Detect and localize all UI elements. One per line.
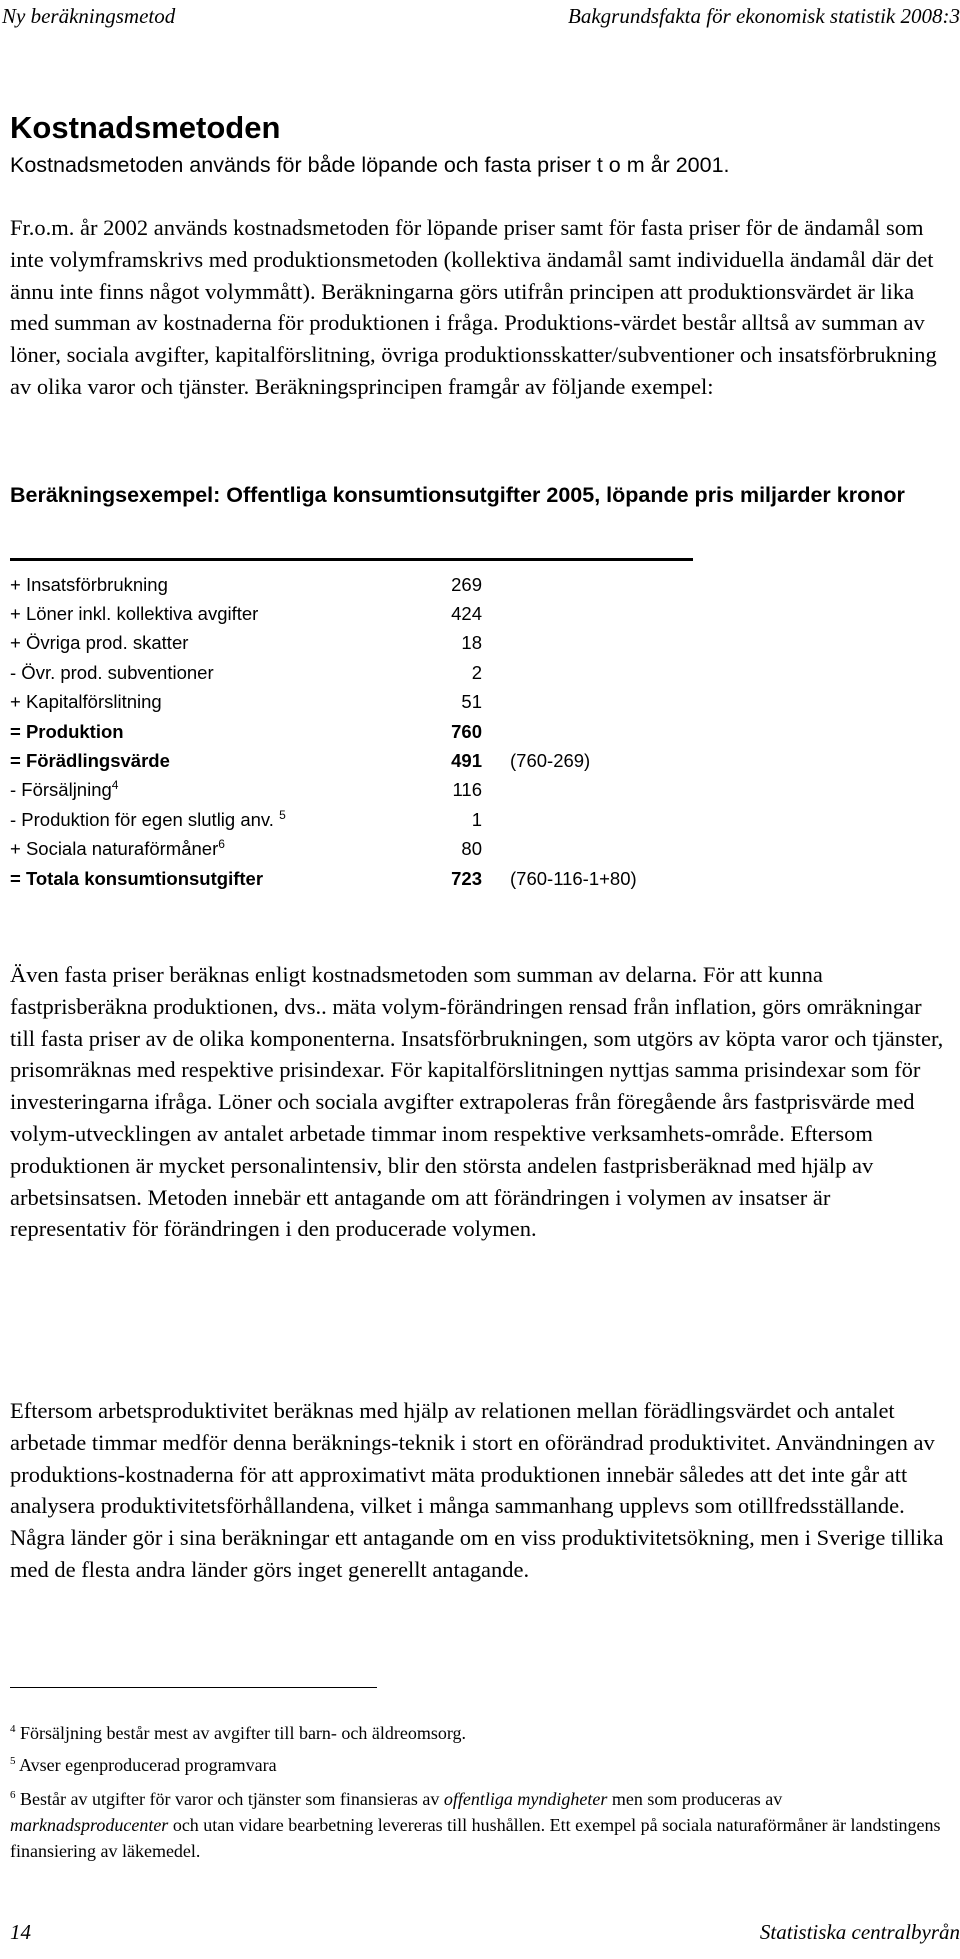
paragraph-text: Fr.o.m. år 2002 används kostnadsmetoden för löpande priser samt för fasta priser för de ändamål som inte volymframskrivs med produktionsmetoden (kollektiva ändamål samt individuella ändamål där det ännu inte finns något volymmått). Beräkningarna görs utifrån principen att produktionsvärdet är lika med summan av kostnaderna för produktionen i fråga. Produktions-värdet består alltså av summan av löner, sociala avgifter, kapitalförslitning, övriga produktionsskatter/subventioner och insatsförbrukning av olika varor och tjänster. Beräkningsprincipen framgår av följande exempel: — [10, 215, 937, 399]
row-label-text: + Övriga prod. skatter — [10, 632, 189, 654]
row-label-text: - Övr. prod. subventioner — [10, 661, 214, 683]
footnote-number: 4 — [10, 1723, 16, 1735]
example-row-label — [10, 746, 410, 775]
row-label-text: = Produktion — [10, 720, 124, 742]
row-label-text: - Produktion för egen slutlig anv. — [10, 808, 280, 830]
example-row-calculation: (760-269) — [510, 750, 591, 772]
example-row-calculation — [482, 688, 637, 717]
running-header — [0, 2, 960, 42]
example-row-label — [10, 776, 410, 805]
intro-text: Kostnadsmetoden används för både löpande och fasta priser t o m år 2001. — [10, 153, 730, 177]
example-row-value: 2 — [471, 661, 482, 683]
example-top-rule — [10, 558, 693, 561]
footnote-separator — [10, 1687, 377, 1688]
example-row-label — [10, 805, 410, 834]
example-row-label — [10, 658, 410, 687]
example-row-label — [10, 570, 410, 599]
example-row-value: 80 — [461, 838, 482, 860]
row-label-text: - Försäljning — [10, 779, 112, 801]
body-paragraph-3 — [10, 1395, 945, 1586]
example-row — [10, 746, 637, 775]
footnote-emphasis-2: marknadsproducenter — [10, 1815, 169, 1835]
footnote-number: 5 — [10, 1755, 16, 1767]
example-row-calculation — [482, 805, 637, 834]
footnote-6 — [10, 1786, 945, 1864]
body-paragraph-2 — [10, 959, 945, 1245]
example-row-calculation — [482, 658, 637, 687]
footnote-text: Försäljning består mest av avgifter till barn- och äldreomsorg. — [20, 1723, 467, 1743]
example-row-value: 491 — [451, 750, 482, 772]
running-footer — [0, 1918, 960, 1950]
footnote-text-1: Består av utgifter för varor och tjänster som finansieras av — [20, 1789, 444, 1809]
example-row-value: 424 — [451, 603, 482, 625]
example-row — [10, 776, 637, 805]
header-right: Bakgrundsfakta för ekonomisk statistik 2008:3 — [568, 4, 960, 28]
example-row-label — [10, 629, 410, 658]
footnote-emphasis-1: offentliga myndigheter — [443, 1789, 608, 1809]
example-row-value: 1 — [471, 808, 482, 830]
example-row — [10, 717, 637, 746]
example-row — [10, 835, 637, 864]
row-label-text: + Sociala naturaförmåner — [10, 838, 219, 860]
example-row-calculation — [482, 629, 637, 658]
example-row-value: 269 — [451, 573, 482, 595]
row-label-text: + Insatsförbrukning — [10, 573, 168, 595]
paragraph-text: Även fasta priser beräknas enligt kostnadsmetoden som summan av delarna. För att kunna fastprisberäkna produktionen, dvs.. mäta volym-förändringen rensad från inflation, görs omräkningar till fasta priser av de olika komponenterna. Insatsförbrukningen, som utgörs av köpta varor och tjänster, prisomräknas med respektive prisindexar. För kapitalförslitningen nyttjas samma prisindexar som för investeringarna ifråga. Löner och sociala avgifter extrapoleras från föregående års fastprisvärde med volym-utvecklingen av antalet arbetade timmar inom respektive verksamhets-område. Eftersom produktionen är mycket personalintensiv, blir den största andelen fastprisberäknad med hjälp av arbetsinsatsen. Metoden innebär ett antagande om att förändringen i volymen av insatser är representativ för förändringen i den producerade volymen. — [10, 962, 944, 1242]
example-row-value: 51 — [461, 691, 482, 713]
example-row — [10, 570, 637, 599]
example-row-value: 18 — [461, 632, 482, 654]
row-label-text: = Förädlingsvärde — [10, 750, 170, 772]
example-row-value: 116 — [452, 779, 482, 801]
example-row-label — [10, 717, 410, 746]
row-label-text: + Löner inkl. kollektiva avgifter — [10, 603, 259, 625]
example-row-calculation: (760-116-1+80) — [510, 867, 637, 889]
header-left: Ny beräkningsmetod — [2, 4, 176, 28]
row-label-text: = Totala konsumtionsutgifter — [10, 867, 264, 889]
example-row — [10, 658, 637, 687]
example-row-label — [10, 599, 410, 628]
footnote-ref: 6 — [218, 837, 225, 852]
example-row-value: 760 — [451, 720, 482, 742]
section-title: Kostnadsmetoden — [10, 110, 281, 145]
example-row — [10, 805, 637, 834]
example-row — [10, 864, 637, 893]
footnote-text-3: och utan vidare bearbetning levereras till hushållen. Ett exempel på sociala naturaförmåner är landstingens finansiering av läkemedel. — [10, 1815, 941, 1861]
footnote-4 — [10, 1720, 945, 1746]
row-label-text: + Kapitalförslitning — [10, 691, 162, 713]
example-row-label — [10, 835, 410, 864]
footnote-ref: 4 — [111, 778, 119, 793]
body-paragraph-1 — [10, 212, 945, 403]
example-row — [10, 629, 637, 658]
footnote-text-2: men som produceras av — [607, 1789, 783, 1809]
example-row-label — [10, 688, 410, 717]
footnote-text: Avser egenproducerad programvara — [19, 1755, 277, 1775]
example-title: Beräkningsexempel: Offentliga konsumtionsutgifter 2005, löpande pris miljarder kronor — [10, 483, 905, 507]
example-row-calculation — [482, 717, 637, 746]
example-row-calculation — [482, 776, 637, 805]
example-row-label — [10, 864, 410, 893]
intro-paragraph — [10, 150, 945, 181]
example-row — [10, 688, 637, 717]
footnote-number: 6 — [10, 1789, 16, 1801]
paragraph-text: Eftersom arbetsproduktivitet beräknas med hjälp av relationen mellan förädlingsvärdet och antalet arbetade timmar medför denna beräknings-teknik i stort en oförändrad produktivitet. Användningen av produktions-kostnaderna för att approximativt mäta produktionen innebär således att det inte går att analysera produktivitetsförhållandena, vilket i många sammanhang upplevs som otillfredsställande. Några länder gör i sina beräkningar ett antagande om en viss produktivitetsökning, men i Sverige tillika med de flesta andra länder görs inget generellt antagande. — [10, 1398, 944, 1582]
example-row-calculation — [482, 570, 637, 599]
example-row-value: 723 — [451, 867, 482, 889]
example-row-calculation — [482, 599, 637, 628]
footnote-5 — [10, 1752, 945, 1778]
example-row-calculation — [482, 835, 637, 864]
example-row — [10, 599, 637, 628]
page-number: 14 — [10, 1920, 31, 1944]
footnote-ref: 5 — [279, 807, 286, 822]
example-table — [10, 570, 637, 893]
publisher-name: Statistiska centralbyrån — [759, 1920, 960, 1944]
